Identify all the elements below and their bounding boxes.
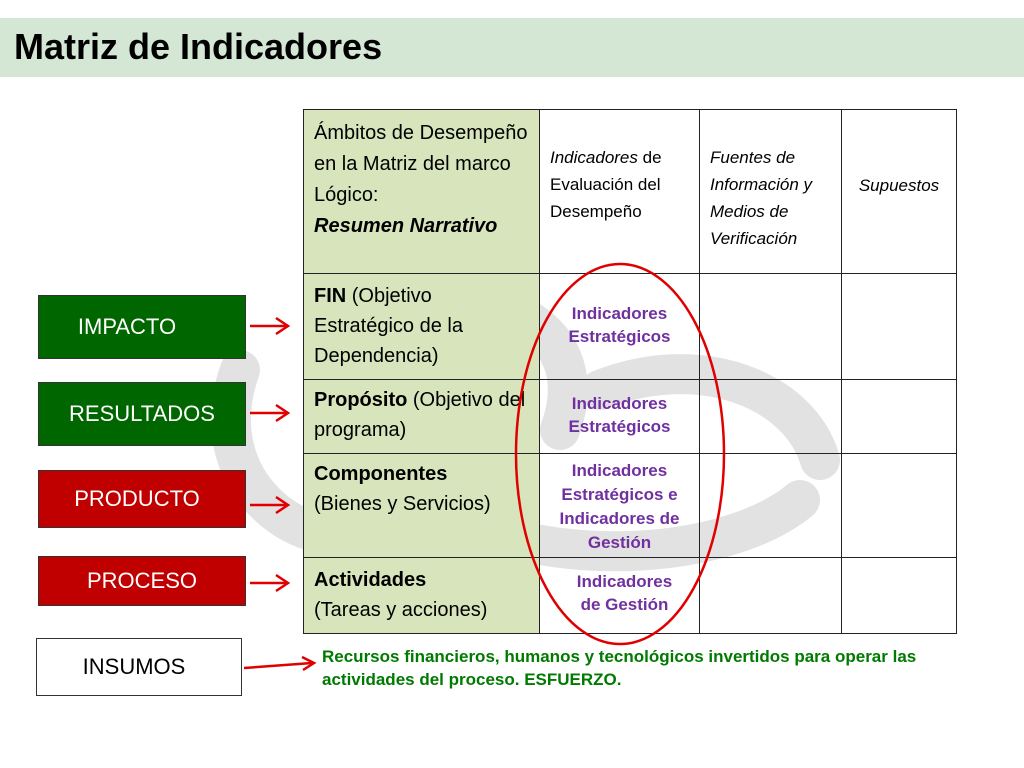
insumos-box bbox=[36, 638, 242, 696]
header-cell-indicadores bbox=[540, 110, 700, 274]
page-title: Matriz de Indicadores bbox=[14, 26, 383, 67]
row-rest-label: (Tareas y acciones) bbox=[314, 599, 488, 621]
row-rest-label: (Objetivo del programa) bbox=[314, 389, 526, 441]
empty-cell bbox=[842, 558, 957, 634]
producto-label: PRODUCTO bbox=[74, 486, 200, 511]
indicator-text: Indicadores Estratégicos bbox=[568, 304, 671, 346]
ambitos-text: Ámbitos de Desempeño en la Matriz del marco Lógico: bbox=[314, 122, 528, 206]
table-header-row bbox=[304, 110, 957, 274]
header-cell-fuentes bbox=[700, 110, 842, 274]
row-bold-label: Propósito bbox=[314, 389, 408, 411]
proceso-label: PROCESO bbox=[86, 568, 198, 593]
arrow-right-icon bbox=[248, 494, 292, 516]
row-label-cell bbox=[304, 380, 540, 454]
indicator-text: Indicadores Estratégicos bbox=[568, 394, 671, 436]
header-cell-ambitos bbox=[304, 110, 540, 274]
resultados-box bbox=[38, 382, 246, 446]
insumos-description: Recursos financieros, humanos y tecnológicos invertidos para operar las actividades del proceso. ESFUERZO. bbox=[322, 647, 917, 689]
resultados-label: RESULTADOS bbox=[69, 401, 215, 426]
insumos-label: INSUMOS bbox=[82, 654, 186, 679]
row-rest-label: (Bienes y Servicios) bbox=[314, 493, 491, 515]
indicadores-rest-text: de Evaluación del Desempeño bbox=[550, 148, 662, 221]
highlight-oval bbox=[510, 258, 730, 650]
row-rest-label: (Objetivo Estratégico de la Dependencia) bbox=[314, 285, 463, 367]
header-cell-supuestos bbox=[842, 110, 957, 274]
arrow-right-icon bbox=[242, 654, 318, 676]
arrow-right-icon bbox=[248, 315, 292, 337]
indicator-text: Indicadores Estratégicos e Indicadores de Gestión bbox=[559, 461, 680, 552]
empty-cell bbox=[842, 274, 957, 380]
row-bold-label: Actividades bbox=[314, 569, 427, 591]
resumen-narrativo-text: Resumen Narrativo bbox=[314, 215, 498, 237]
producto-box bbox=[38, 470, 246, 528]
impacto-box bbox=[38, 295, 246, 359]
indicator-text: Indicadores de Gestión bbox=[576, 572, 673, 614]
row-label-cell bbox=[304, 274, 540, 380]
impacto-label: IMPACTO bbox=[77, 314, 177, 339]
row-label-cell bbox=[304, 558, 540, 634]
proceso-box bbox=[38, 556, 246, 606]
fuentes-text: Fuentes de Información y Medios de Verificación bbox=[710, 148, 813, 248]
row-bold-label: FIN bbox=[314, 285, 347, 307]
title-bar bbox=[0, 18, 1024, 77]
arrow-right-icon bbox=[248, 572, 292, 594]
row-bold-label: Componentes bbox=[314, 463, 448, 485]
empty-cell bbox=[842, 380, 957, 454]
supuestos-text: Supuestos bbox=[858, 176, 940, 195]
indicadores-italic-text: Indicadores bbox=[550, 148, 638, 167]
empty-cell bbox=[842, 454, 957, 558]
row-label-cell bbox=[304, 454, 540, 558]
arrow-right-icon bbox=[248, 402, 292, 424]
